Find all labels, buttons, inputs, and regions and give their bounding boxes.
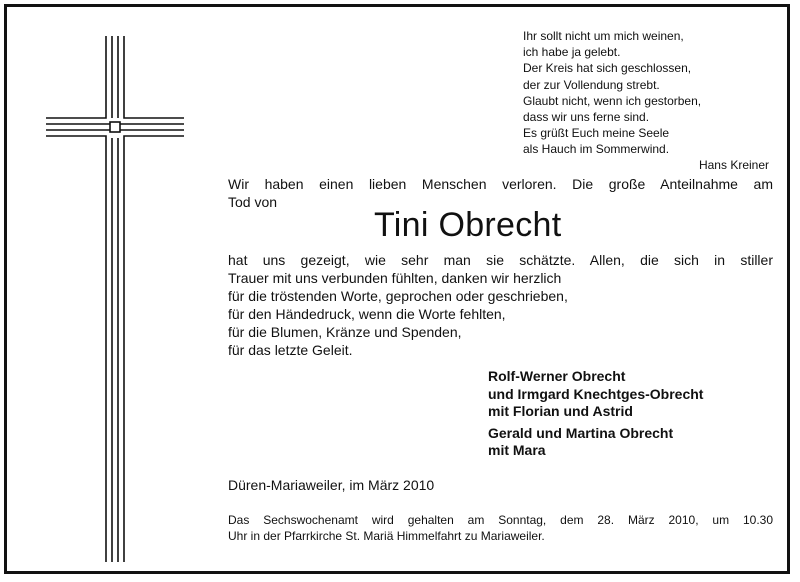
- gratitude-line: für die tröstenden Worte, geprochen oder geschrieben,: [228, 288, 568, 304]
- notice-line: Uhr in der Pfarrkirche St. Mariä Himmelfahrt zu Mariaweiler.: [228, 528, 545, 543]
- gratitude-text: [228, 251, 773, 359]
- notice-line: Das Sechswochenamt wird gehalten am Sonntag, dem 28. März 2010, um 10.30: [228, 513, 773, 527]
- poem-line: ich habe ja gelebt.: [523, 45, 621, 60]
- poem: [523, 28, 769, 173]
- gratitude-line: Trauer mit uns verbunden fühlten, danken wir herzlich: [228, 270, 562, 286]
- poem-line: Der Kreis hat sich geschlossen,: [523, 61, 692, 76]
- family-line: Rolf-Werner Obrecht: [488, 368, 626, 384]
- gratitude-line: für den Händedruck, wenn die Worte fehlten,: [228, 306, 506, 322]
- poem-line: Ihr sollt nicht um mich weinen,: [523, 29, 684, 43]
- family-group-2: [488, 425, 703, 460]
- family-group-1: [488, 368, 703, 421]
- intro-line: Tod von: [228, 194, 278, 210]
- poem-line: der zur Vollendung strebt.: [523, 77, 660, 92]
- place-date: Düren-Mariaweiler, im März 2010: [228, 477, 435, 493]
- cross-icon: [44, 34, 184, 562]
- intro-line: Wir haben einen lieben Menschen verloren. Die große Anteilnahme am: [228, 176, 773, 192]
- poem-line: Glaubt nicht, wenn ich gestorben,: [523, 93, 702, 108]
- gratitude-line: für die Blumen, Kränze und Spenden,: [228, 324, 462, 340]
- service-notice: [228, 513, 773, 544]
- family-line: mit Mara: [488, 442, 546, 458]
- gratitude-line: für das letzte Geleit.: [228, 342, 353, 358]
- poem-line: dass wir uns ferne sind.: [523, 110, 650, 125]
- deceased-name: Tini Obrecht: [374, 206, 562, 244]
- family-line: mit Florian und Astrid: [488, 403, 633, 419]
- family-line: Gerald und Martina Obrecht: [488, 424, 674, 441]
- family-signatures: [488, 368, 703, 460]
- poem-author: Hans Kreiner: [698, 157, 769, 172]
- gratitude-line: hat uns gezeigt, wie sehr man sie schätzte. Allen, die sich in stiller: [228, 252, 773, 268]
- poem-line: als Hauch im Sommerwind.: [523, 142, 670, 157]
- poem-line: Es grüßt Euch meine Seele: [523, 126, 670, 141]
- family-line: und Irmgard Knechtges-Obrecht: [488, 385, 704, 402]
